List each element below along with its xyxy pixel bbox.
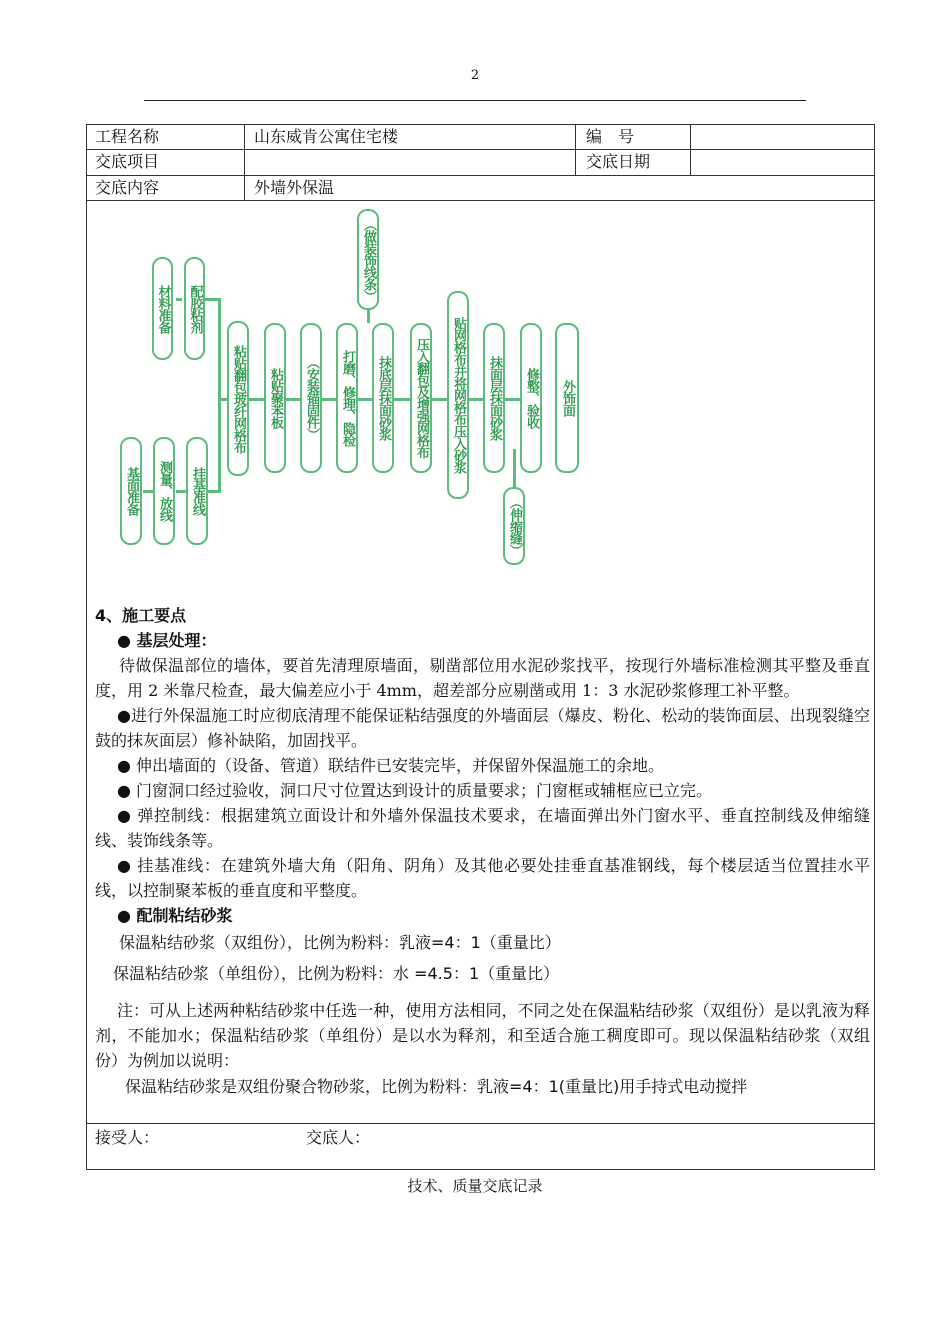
row-item (87, 150, 874, 176)
section-title: 4、施工要点 (95, 606, 187, 625)
step-base-mortar: 抹底层抹面砂浆 (372, 323, 394, 473)
date-label: 交底日期 (575, 150, 690, 175)
mortar-two-component: 保温粘结砂浆（双组份），比例为粉料：乳液=4：1（重量比） (119, 933, 561, 952)
mortar-title: ● 配制粘结砂浆 (117, 906, 233, 925)
step-paste-mesh: 贴网格布并将网格布压入砂浆 (447, 291, 469, 499)
step-paste-board: 粘贴聚苯板 (264, 323, 286, 473)
item-value (244, 150, 575, 175)
content-label: 交底内容 (95, 178, 160, 197)
page-number: 2 (470, 68, 480, 83)
step-expansion-joint: （伸缩缝） (503, 487, 525, 565)
step-paste-mesh-flip: 粘贴翻包玻纤网格布 (227, 321, 249, 476)
step-mix-glue: 配胶粘剂 (184, 257, 205, 360)
connector (176, 298, 182, 301)
paragraph-hang-line: ● 挂基准线：在建筑外墙大角（阳角、阴角）及其他必要处挂垂直基准钢线，每个楼层适当位置挂水平线，以控制聚苯板的垂直度和平整度。 (95, 856, 870, 900)
mortar-note: 注：可从上述两种粘结砂浆中任选一种，使用方法相同，不同之处在保温粘结砂浆（双组份）是以乳液为释剂，不能加水；保温粘结砂浆（单组份）是以水为释剂，和至适合施工稠度即可。现以保温粘结砂浆（双组份）为例加以说明： (95, 1001, 870, 1070)
row-content (87, 176, 874, 201)
number-value (690, 125, 874, 149)
connector (204, 298, 219, 301)
item-label: 交底项目 (95, 152, 160, 171)
paragraph-base-3: ● 伸出墙面的（设备、管道）联结件已安装完毕，并保留外保温施工的余地。 (117, 756, 665, 775)
base-treatment-title: ● 基层处理： (117, 631, 217, 650)
connector (513, 449, 516, 489)
paragraph-base-2: ●进行外保温施工时应彻底清理不能保证粘结强度的外墙面层（爆皮、粉化、松动的装饰面层、出现裂缝空鼓的抹灰面层）修补缺陷，加固找平。 (95, 706, 870, 750)
step-anchor: （安装锚固件） (300, 323, 322, 473)
row-project (87, 125, 874, 150)
step-measure: 测量、放线 (153, 437, 175, 545)
paragraph-base-4: ● 门窗洞口经过验收，洞口尺寸位置达到设计的质量要求；门窗框或辅框应已立完。 (117, 781, 713, 800)
process-flowchart (87, 201, 874, 591)
step-press-flip: 压入翻包及增强网格布 (410, 323, 432, 473)
step-hang-line: 挂基准线 (186, 437, 208, 545)
paragraph-control-line: ● 弹控制线：根据建筑立面设计和外墙外保温技术要求，在墙面弹出外门窗水平、垂直控制线及伸缩缝线、装饰线条等。 (95, 806, 870, 850)
step-polish: 打磨、修理、隐检 (336, 323, 358, 473)
step-base-prep: 基面准备 (120, 437, 142, 545)
step-materials: 材料准备 (152, 257, 173, 360)
step-face-mortar: 抹面层抹面砂浆 (483, 323, 505, 473)
project-value: 山东威肯公寓住宅楼 (244, 125, 575, 149)
step-exterior-finish: 外饰面 (555, 323, 579, 473)
number-label: 编 号 (575, 125, 690, 149)
date-value (690, 150, 874, 175)
project-label: 工程名称 (95, 127, 160, 146)
header-rule (144, 100, 806, 101)
connector (218, 298, 221, 493)
step-decor-line: （做装饰线条） (357, 209, 379, 310)
paragraph-base-1: 待做保温部位的墙体，要首先清理原墙面，剔凿部位用水泥砂浆找平，按现行外墙标准检测其平整及垂直度，用 2 米靠尺检查，最大偏差应小于 4mm，超差部分应剔凿或用 1：3 水泥砂浆修理工补平整。 (95, 656, 870, 700)
mortar-mixing-text: 保温粘结砂浆是双组份聚合物砂浆，比例为粉料：乳液=4：1(重量比)用手持式电动搅拌 (125, 1077, 748, 1096)
content-value: 外墙外保温 (244, 176, 874, 200)
step-finish-check: 修整、验收 (520, 323, 542, 473)
mortar-one-component: 保温粘结砂浆（单组份），比例为粉料：水 =4.5：1（重量比） (113, 964, 560, 983)
giver-label: 交底人： (306, 1128, 371, 1147)
construction-points (95, 603, 870, 1101)
footer-title: 技术、质量交底记录 (407, 1177, 543, 1195)
signature-row (87, 1123, 874, 1170)
receiver-label: 接受人： (95, 1128, 160, 1147)
record-table (86, 124, 875, 1170)
